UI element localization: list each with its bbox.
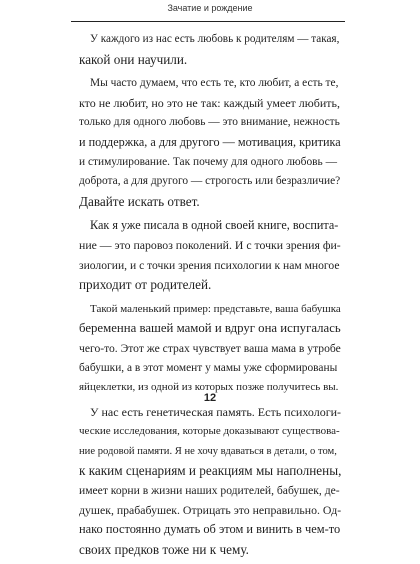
body-text <box>79 30 341 564</box>
paragraph <box>79 403 341 560</box>
text-line: кто не любит, но это не так: каждый умеет любить, <box>79 95 340 110</box>
text-line: душек, прабабушек. Отрицать это неправильно. Од- <box>79 502 342 517</box>
text-line: имеет корни в жизни наших родителей, бабушек, де- <box>79 484 340 498</box>
page-number: 12 <box>203 392 217 404</box>
text-line: ние — это паровоз поколений. И с точки зрения фи- <box>79 237 341 252</box>
text-line: Давайте искать ответ. <box>79 193 200 209</box>
text-line: и поддержка, а для другого — мотивация, критика <box>79 134 341 149</box>
text-line: ческие исследования, которые доказывают существова- <box>79 425 340 438</box>
text-line: Мы часто думаем, что есть те, кто любит, а есть те, <box>90 77 339 90</box>
text-line: к каким сценариям и реакциям мы наполнены, <box>79 463 342 479</box>
text-line: беременна вашей мамой и вдруг она испугалась <box>79 321 341 336</box>
text-line: и стимулирование. Так почему для одного любовь — <box>79 155 337 168</box>
text-line: какой они научили. <box>79 51 188 67</box>
header-rule <box>71 21 345 22</box>
text-line: Как я уже писала в одной своей книге, воспита- <box>90 218 339 233</box>
paragraph <box>79 74 341 211</box>
paragraph <box>79 30 341 69</box>
text-line: ние родовой памяти. Я не хочу вдаваться в детали, о том, <box>79 445 337 457</box>
text-line: приходит от родителей. <box>79 277 212 293</box>
paragraph <box>79 216 341 294</box>
text-line: доброта, а для другого — строгость или безразличие? <box>79 175 341 188</box>
text-line: зиологии, и с точки зрения психологии к нам многое <box>79 258 340 272</box>
text-line: чего-то. Этот же страх чувствует ваша мама в утробе <box>79 341 341 355</box>
text-line: яйцеклетки, из одной из которых позже получитесь вы. <box>79 381 339 394</box>
text-line: У нас есть генетическая память. Есть психологи- <box>90 404 342 419</box>
text-line: У каждого из нас есть любовь к родителям — такая, <box>90 33 340 45</box>
paragraph <box>79 300 341 398</box>
running-head: Зачатие и рождение <box>167 3 253 13</box>
text-line: только для одного любовь — это внимание, нежность <box>79 116 340 129</box>
text-line: бабушки, а в этот момент у мамы уже сформированы <box>79 361 338 374</box>
text-line: своих предков тоже ни к чему. <box>79 541 249 557</box>
text-line: Такой маленький пример: представьте, ваша бабушка <box>90 302 341 315</box>
text-line: нако постоянно думать об этом и винить в чем-то <box>79 522 341 537</box>
